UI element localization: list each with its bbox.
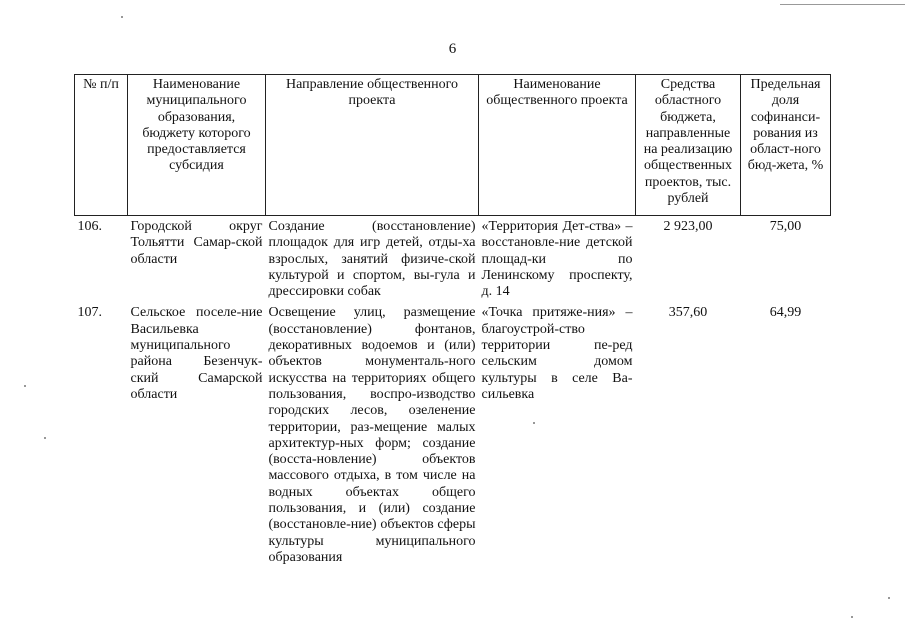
header-municipality: Наименование муниципального образования, бюджету которого предоставляется субсидия bbox=[128, 75, 266, 216]
scan-speck bbox=[851, 616, 853, 618]
row-funds: 2 923,00 bbox=[663, 219, 713, 234]
row-project: «Точка притяже-ния» – благоустрой-ство территории пе-ред сельским домом культуры в селе Ва-сильевка bbox=[481, 305, 633, 402]
page-number: 6 bbox=[448, 41, 457, 57]
table-row bbox=[75, 305, 831, 566]
scan-speck bbox=[888, 597, 890, 599]
header-share: Предельная доля софинанси-рования из област-ного бюд-жета, % bbox=[741, 75, 831, 216]
row-direction: Создание (восстановление) площадок для игр детей, отды-ха взрослых, занятий физиче-ской культурой и спортом, вы-гула и дрессировки собак bbox=[268, 219, 476, 300]
header-direction: Направление общественного проекта bbox=[266, 75, 479, 216]
scan-speck bbox=[24, 385, 26, 387]
table-header-row bbox=[75, 75, 831, 216]
header-funds: Средства областного бюджета, направленные на реализацию общественных проектов, тыс. рублей bbox=[636, 75, 741, 216]
scan-edge-line bbox=[780, 4, 905, 5]
row-share: 64,99 bbox=[769, 305, 802, 321]
row-municipality: Городской округ Тольятти Самар-ской области bbox=[130, 219, 263, 267]
row-municipality: Сельское поселе-ние Васильевка муниципального района Безенчук-ский Самарской области bbox=[130, 305, 263, 402]
scan-speck bbox=[121, 16, 123, 18]
row-project: «Территория Дет-ства» – восстановле-ние детской площад-ки по Ленинскому проспекту, д. 14 bbox=[481, 219, 633, 300]
row-index: 106. bbox=[77, 219, 102, 234]
table-row bbox=[75, 216, 831, 306]
header-index: № п/п bbox=[75, 75, 128, 216]
row-funds: 357,60 bbox=[668, 305, 708, 321]
row-direction: Освещение улиц, размещение (восстановление) фонтанов, декоративных водоемов и (или) объектов монументаль-ного искусства на территориях общего пользования, воспро-изводство городских лесов, озеленение территории, раз-мещение малых архитектур-ных форм; создание (восста-новление) объектов массового отдыха, в том числе на водных объектах общего пользования, и (или) создание (восстановле-ние) объектов сферы культуры муниципального образования bbox=[268, 305, 476, 565]
scan-speck bbox=[44, 437, 46, 439]
row-share: 75,00 bbox=[769, 219, 802, 234]
row-index: 107. bbox=[77, 305, 102, 321]
subsidy-table bbox=[74, 74, 831, 566]
header-project: Наименование общественного проекта bbox=[479, 75, 636, 216]
